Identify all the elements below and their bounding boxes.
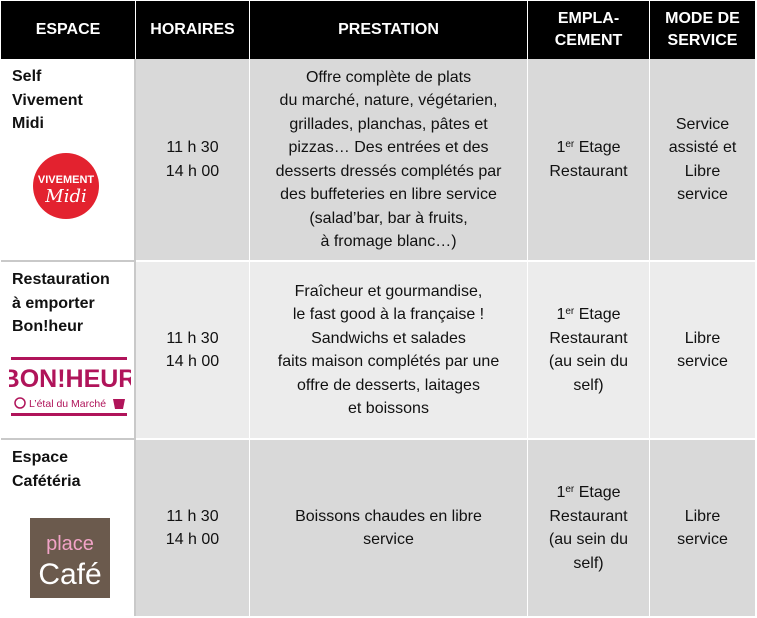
emplacement-cell: 1er Etage Restaurant bbox=[528, 59, 650, 262]
bonheur-logo bbox=[9, 355, 131, 421]
prestation-cell: Fraîcheur et gourmandise, le fast good à la française ! Sandwichs et salades faits maison complétés par une offre de desserts, laitages et boissons bbox=[250, 262, 528, 440]
espace-name: Self Vivement Midi bbox=[12, 68, 83, 132]
restaurant-services-table bbox=[1, 1, 755, 616]
espace-cell bbox=[1, 440, 136, 616]
svg-text:Café: Café bbox=[38, 558, 102, 591]
emplacement-cell: 1er Etage Restaurant (au sein du self) bbox=[528, 440, 650, 616]
header-prestation: PRESTATION bbox=[250, 1, 528, 59]
espace-name: Espace Cafétéria bbox=[12, 449, 81, 490]
header-horaires: HORAIRES bbox=[136, 1, 250, 59]
svg-text:BON!HEUR: BON!HEUR bbox=[9, 365, 131, 393]
vivement-midi-logo bbox=[31, 151, 101, 221]
mode-cell: Service assisté et Libre service bbox=[650, 59, 755, 262]
header-espace: ESPACE bbox=[1, 1, 136, 59]
mode-cell: Libre service bbox=[650, 262, 755, 440]
header-emplacement: EMPLA- CEMENT bbox=[528, 1, 650, 59]
emplacement-cell: 1er Etage Restaurant (au sein du self) bbox=[528, 262, 650, 440]
svg-text:L’étal du Marché: L’étal du Marché bbox=[29, 398, 107, 410]
horaires-cell: 11 h 30 14 h 00 bbox=[136, 262, 250, 440]
prestation-cell: Offre complète de plats du marché, nature, végétarien, grillades, planchas, pâtes et pizzas… Des entrées et des desserts dressés complétés par des buffeteries en libre service (salad’bar, bar à fruits, à fromage blanc…) bbox=[250, 59, 528, 262]
header-mode-de-service: MODE DE SERVICE bbox=[650, 1, 755, 59]
place-cafe-logo bbox=[30, 518, 110, 598]
svg-text:VIVEMENT: VIVEMENT bbox=[37, 174, 95, 186]
svg-text:place: place bbox=[46, 533, 94, 555]
prestation-cell: Boissons chaudes en libre service bbox=[250, 440, 528, 616]
espace-cell bbox=[1, 262, 136, 440]
espace-cell bbox=[1, 59, 136, 262]
espace-name: Restauration à emporter Bon!heur bbox=[12, 271, 110, 335]
horaires-cell: 11 h 30 14 h 00 bbox=[136, 59, 250, 262]
svg-text:Midi: Midi bbox=[45, 186, 87, 207]
mode-cell: Libre service bbox=[650, 440, 755, 616]
horaires-cell: 11 h 30 14 h 00 bbox=[136, 440, 250, 616]
